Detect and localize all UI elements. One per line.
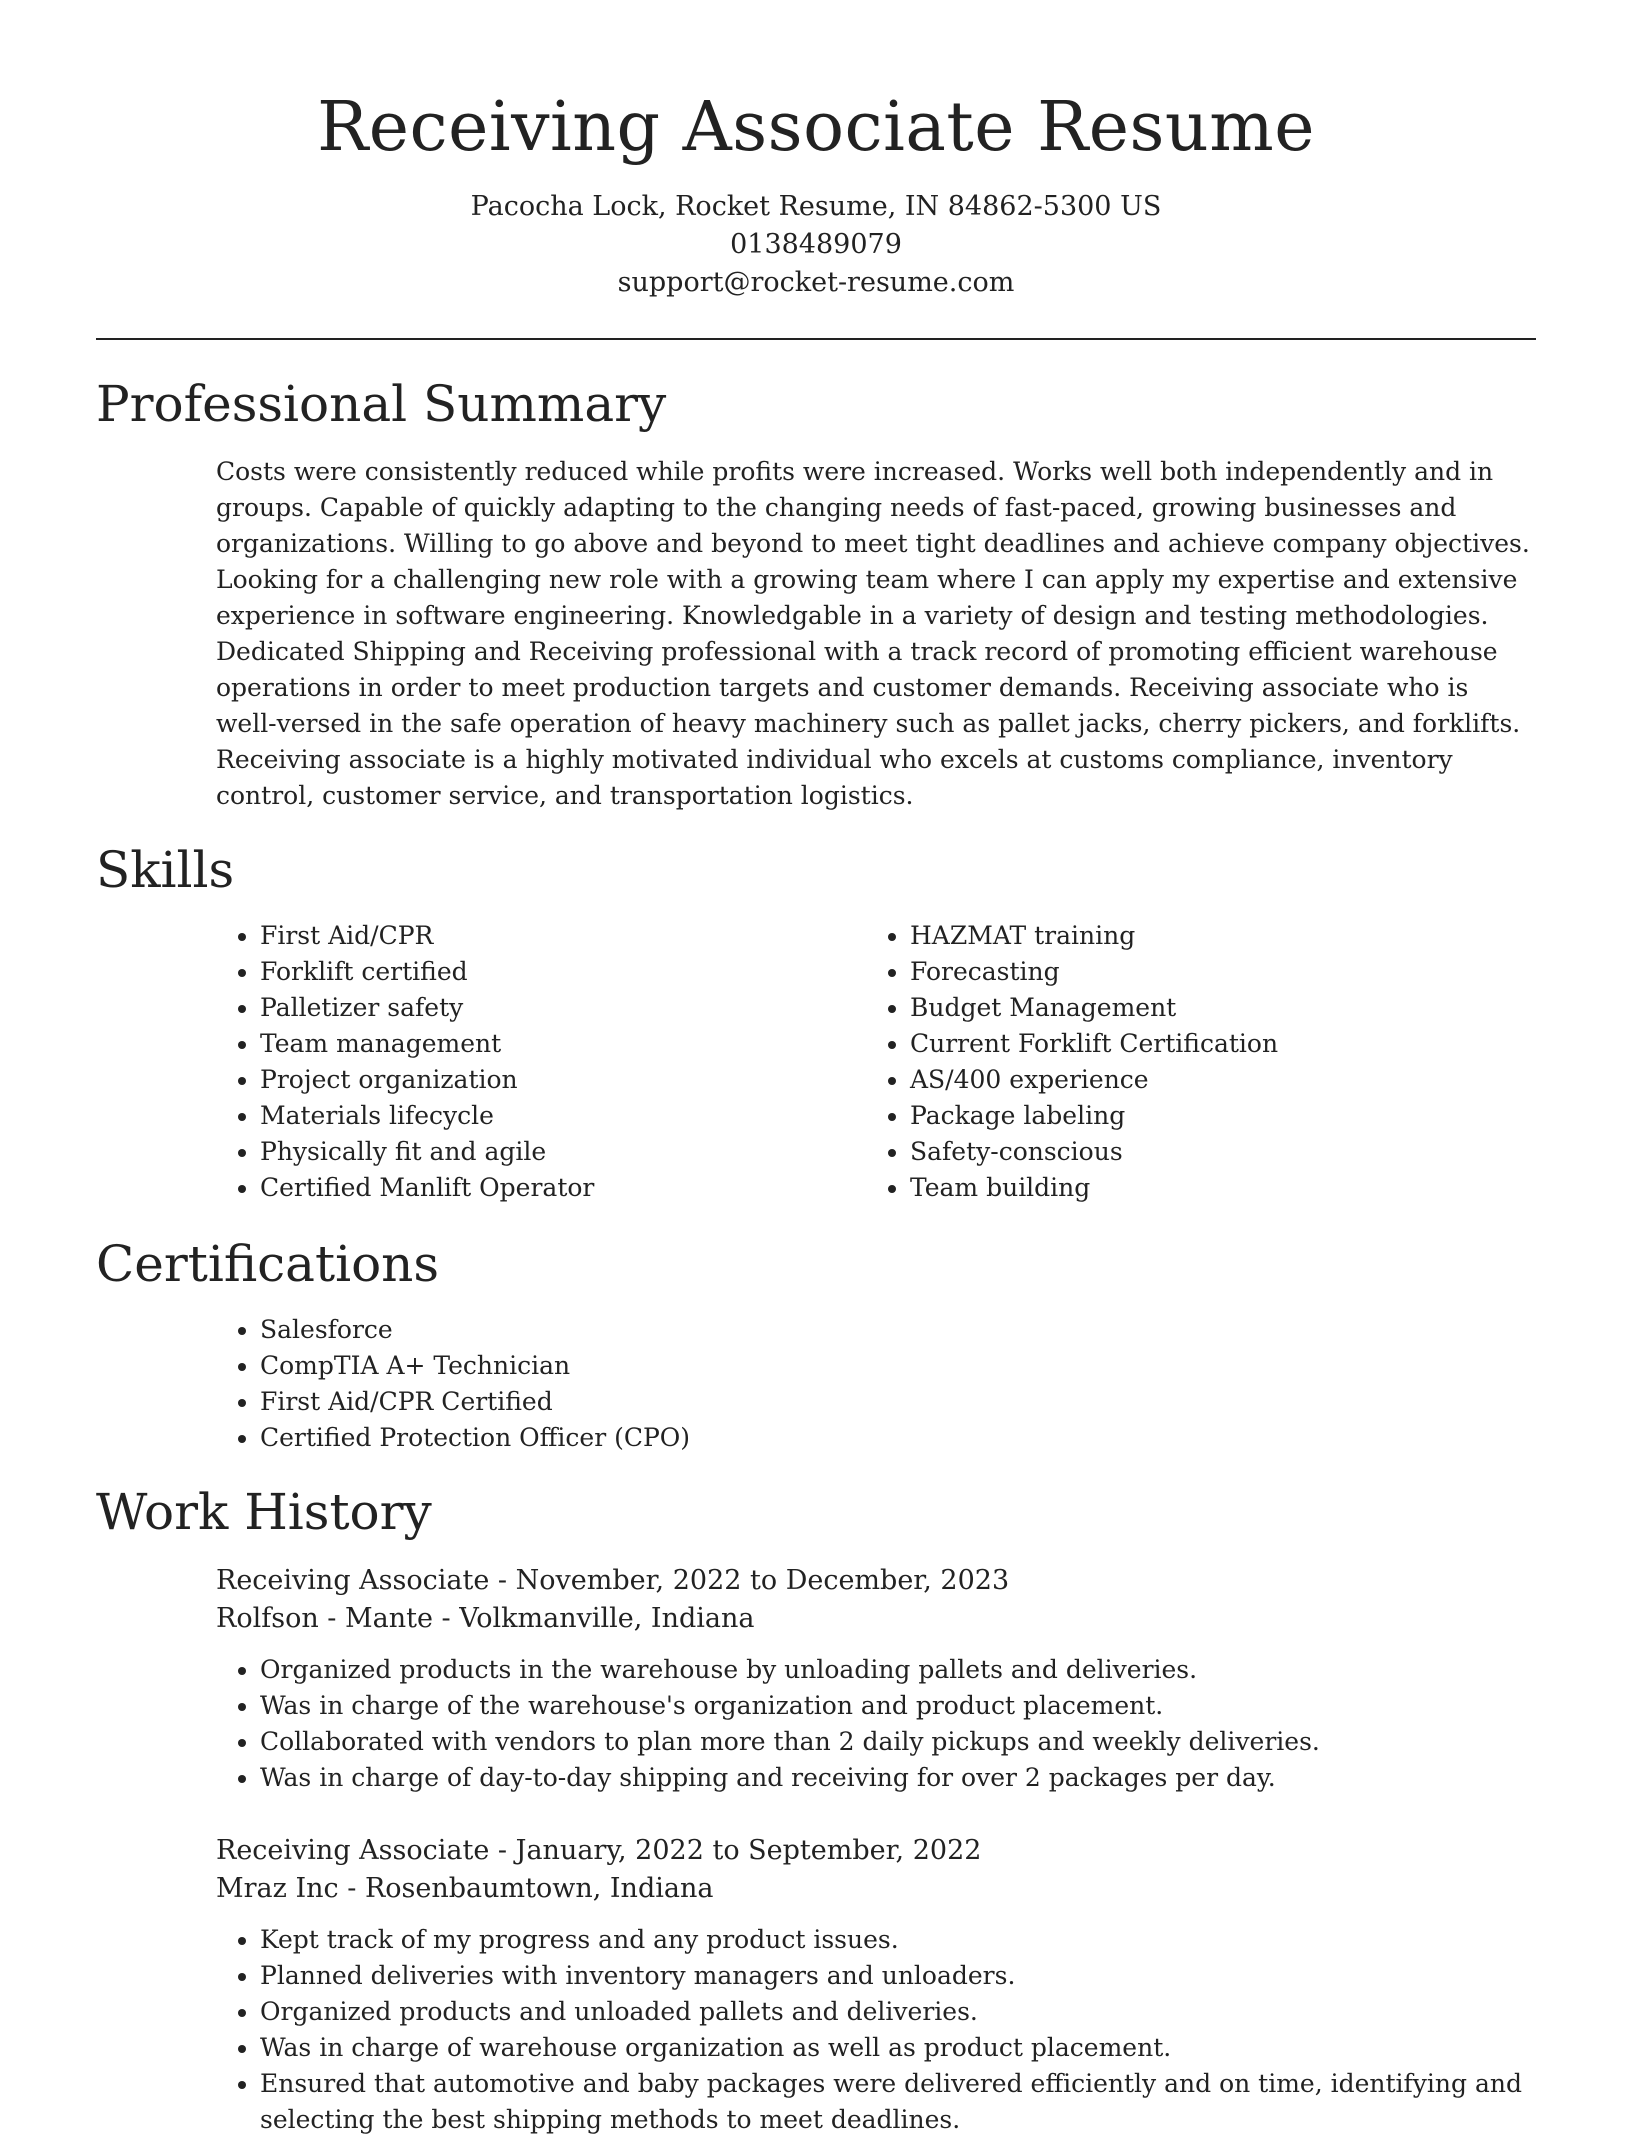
contact-address: Pacocha Lock, Rocket Resume, IN 84862-5300 US — [470, 191, 1162, 222]
summary-heading: Professional Summary — [96, 375, 667, 433]
skill-item: • Physically fit and agile — [260, 1134, 866, 1170]
skill-item: • AS/400 experience — [910, 1062, 1516, 1098]
job-company: Rolfson - Mante — [216, 1603, 433, 1634]
resume-title: Receiving Associate Resume — [317, 88, 1315, 167]
resume-page — [96, 0, 1536, 2138]
job-bullet: • Was in charge of the warehouse's organization and product placement. — [260, 1688, 1536, 1724]
job-title-line: Receiving Associate - January, 2022 to September, 2022 — [216, 1835, 982, 1866]
skill-item: • Materials lifecycle — [260, 1098, 866, 1134]
job-bullet: • Was in charge of day-to-day shipping and receiving for over 2 packages per day. — [260, 1760, 1536, 1796]
job-bullet: • Ensured that automotive and baby packages were delivered efficiently and on time, identifying and selecting the best shipping methods to meet deadlines. — [260, 2066, 1536, 2138]
header-divider — [96, 338, 1536, 340]
job-location: Volkmanville, Indiana — [459, 1603, 755, 1634]
job-company-line: Mraz Inc - Rosenbaumtown, Indiana — [216, 1873, 714, 1904]
job-bullet: • Organized products in the warehouse by unloading pallets and deliveries. — [260, 1652, 1536, 1688]
job-dates: January, 2022 to September, 2022 — [515, 1835, 982, 1866]
skill-item: • Forecasting — [910, 954, 1516, 990]
skill-item: • Certified Manlift Operator — [260, 1170, 866, 1206]
certification-item: • Salesforce — [260, 1312, 1536, 1348]
job-bullets — [216, 1922, 1536, 2138]
skills-column-right — [866, 918, 1516, 1206]
job-dates: November, 2022 to December, 2023 — [515, 1565, 1010, 1596]
skill-item: • Safety-conscious — [910, 1134, 1516, 1170]
job-bullet: • Planned deliveries with inventory managers and unloaders. — [260, 1958, 1536, 1994]
skill-item: • HAZMAT training — [910, 918, 1516, 954]
contact-email: support@rocket-resume.com — [617, 267, 1015, 298]
contact-block — [96, 188, 1536, 302]
skill-item: • Package labeling — [910, 1098, 1516, 1134]
certification-item: • CompTIA A+ Technician — [260, 1348, 1536, 1384]
job-title-line: Receiving Associate - November, 2022 to December, 2023 — [216, 1565, 1010, 1596]
job-bullet: • Kept track of my progress and any product issues. — [260, 1922, 1536, 1958]
job-location: Rosenbaumtown, Indiana — [364, 1873, 714, 1904]
skill-item: • First Aid/CPR — [260, 918, 866, 954]
contact-phone: 0138489079 — [730, 229, 902, 260]
job-company: Mraz Inc — [216, 1873, 339, 1904]
job-title: Receiving Associate — [216, 1565, 490, 1596]
job-entry — [216, 1832, 1536, 2138]
certifications-list — [216, 1312, 1536, 1456]
skills-column-left — [216, 918, 866, 1206]
skill-item: • Palletizer safety — [260, 990, 866, 1026]
certifications-heading: Certifications — [96, 1235, 440, 1293]
skill-item: • Budget Management — [910, 990, 1516, 1026]
certification-item: • First Aid/CPR Certified — [260, 1384, 1536, 1420]
skill-item: • Current Forklift Certification — [910, 1026, 1516, 1062]
job-company-line: Rolfson - Mante - Volkmanville, Indiana — [216, 1603, 755, 1634]
certification-item: • Certified Protection Officer (CPO) — [260, 1420, 1536, 1456]
job-bullet: • Was in charge of warehouse organization as well as product placement. — [260, 2030, 1536, 2066]
skills-heading: Skills — [96, 841, 235, 899]
skill-item: • Team management — [260, 1026, 866, 1062]
job-bullets — [216, 1652, 1536, 1796]
skill-item: • Project organization — [260, 1062, 866, 1098]
skills-list — [216, 918, 1536, 1206]
job-bullet: • Organized products and unloaded pallets and deliveries. — [260, 1994, 1536, 2030]
summary-text: Costs were consistently reduced while profits were increased. Works well both independently and in groups. Capable of quickly adapting to the changing needs of fast-paced, growing businesses and organizations. Willing to go above and beyond to meet tight deadlines and achieve company objectives. Looking for a challenging new role with a growing team where I can apply my expertise and extensive experience in software engineering. Knowledgable in a variety of design and testing methodologies. Dedicated Shipping and Receiving professional with a track record of promoting efficient warehouse operations in order to meet production targets and customer demands. Receiving associate who is well-versed in the safe operation of heavy machinery such as pallet jacks, cherry pickers, and forklifts. Receiving associate is a highly motivated individual who excels at customs compliance, inventory control, customer service, and transportation logistics. — [216, 457, 1530, 810]
job-bullet: • Collaborated with vendors to plan more than 2 daily pickups and weekly deliveries. — [260, 1724, 1536, 1760]
skill-item: • Forklift certified — [260, 954, 866, 990]
job-title: Receiving Associate — [216, 1835, 490, 1866]
job-entry — [216, 1562, 1536, 1796]
skill-item: • Team building — [910, 1170, 1516, 1206]
work-history-heading: Work History — [96, 1483, 432, 1541]
